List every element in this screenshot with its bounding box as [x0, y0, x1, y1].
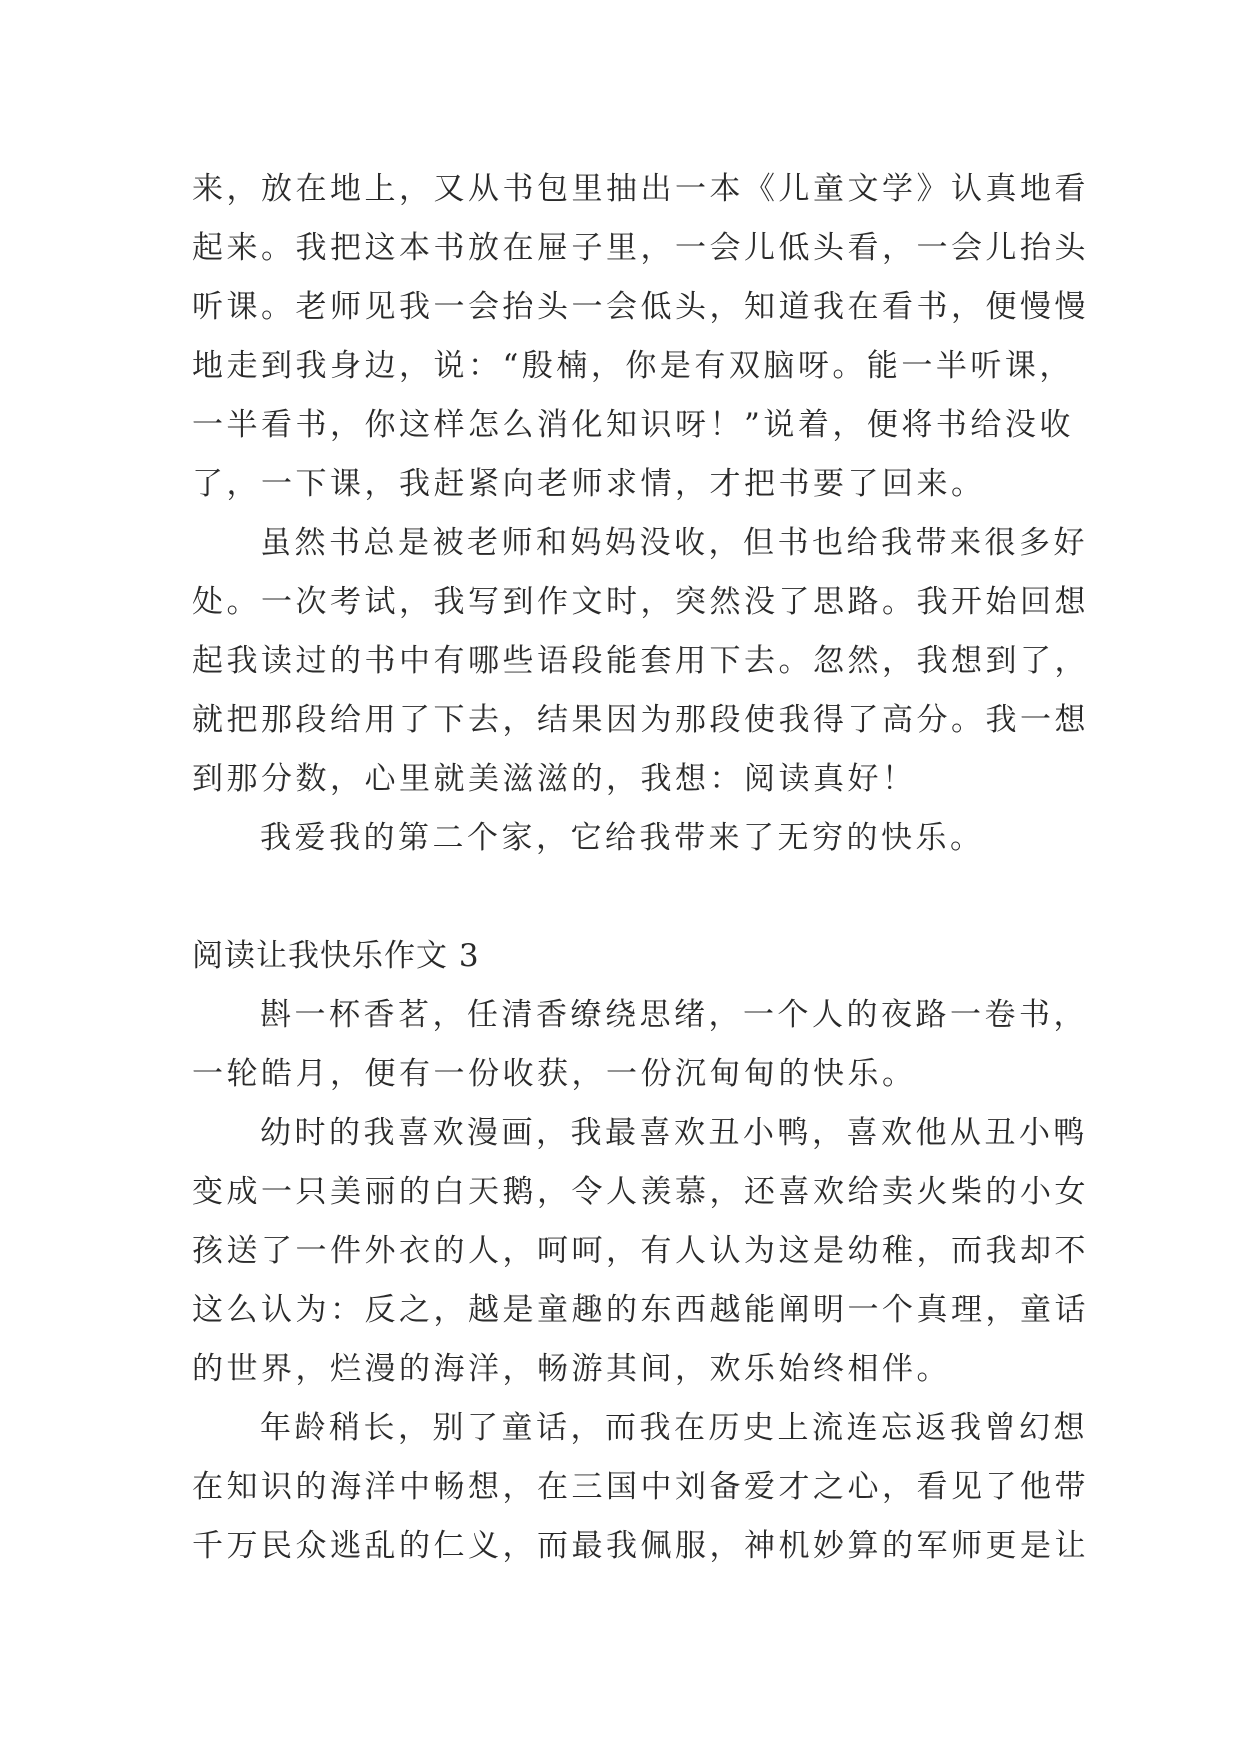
- essay-text: [192, 160, 1089, 1576]
- text-line: 一半看书，你这样怎么消化知识呀！”说着，便将书给没收: [192, 407, 1074, 443]
- text-line: 在知识的海洋中畅想，在三国中刘备爱才之心，看见了他带: [192, 1469, 1089, 1505]
- text-line: 就把那段给用了下去，结果因为那段使我得了高分。我一想: [192, 702, 1089, 738]
- section-heading: 阅读让我快乐作文 3: [192, 938, 480, 974]
- text-line: 的世界，烂漫的海洋，畅游其间，欢乐始终相伴。: [192, 1351, 951, 1387]
- text-line: 千万民众逃乱的仁义，而最我佩服，神机妙算的军师更是让: [192, 1528, 1089, 1564]
- paragraph-start-line: 虽然书总是被老师和妈妈没收，但书也给我带来很多好: [260, 525, 1088, 561]
- text-line: 了，一下课，我赶紧向老师求情，才把书要了回来。: [192, 466, 986, 502]
- text-line: 到那分数，心里就美滋滋的，我想：阅读真好！: [192, 761, 917, 797]
- text-line: 变成一只美丽的白天鹅，令人羡慕，还喜欢给卖火柴的小女: [192, 1174, 1089, 1210]
- text-line: 地走到我身边，说：“殷楠，你是有双脑呀。能一半听课，: [192, 348, 1074, 384]
- text-line: 一轮皓月，便有一份收获，一份沉甸甸的快乐。: [192, 1056, 917, 1092]
- text-line: 起我读过的书中有哪些语段能套用下去。忽然，我想到了，: [192, 643, 1089, 679]
- text-line: 来，放在地上，又从书包里抽出一本《儿童文学》认真地看: [192, 171, 1089, 207]
- text-line: 处。一次考试，我写到作文时，突然没了思路。我开始回想: [192, 584, 1089, 620]
- text-line: 孩送了一件外衣的人，呵呵，有人认为这是幼稚，而我却不: [192, 1233, 1089, 1269]
- text-line: 这么认为：反之，越是童趣的东西越能阐明一个真理，童话: [192, 1292, 1089, 1328]
- text-line: 起来。我把这本书放在屉子里，一会儿低头看，一会儿抬头: [192, 230, 1089, 266]
- paragraph-start-line: 我爱我的第二个家，它给我带来了无穷的快乐。: [260, 820, 985, 856]
- section-spacer: [192, 868, 1072, 927]
- paragraph-start-line: 斟一杯香茗，任清香缭绕思绪，一个人的夜路一卷书，: [260, 997, 1088, 1033]
- paragraph-start-line: 年龄稍长，别了童话，而我在历史上流连忘返我曾幻想: [260, 1410, 1088, 1446]
- text-line: 听课。老师见我一会抬头一会低头，知道我在看书，便慢慢: [192, 289, 1089, 325]
- paragraph-start-line: 幼时的我喜欢漫画，我最喜欢丑小鸭，喜欢他从丑小鸭: [260, 1115, 1088, 1151]
